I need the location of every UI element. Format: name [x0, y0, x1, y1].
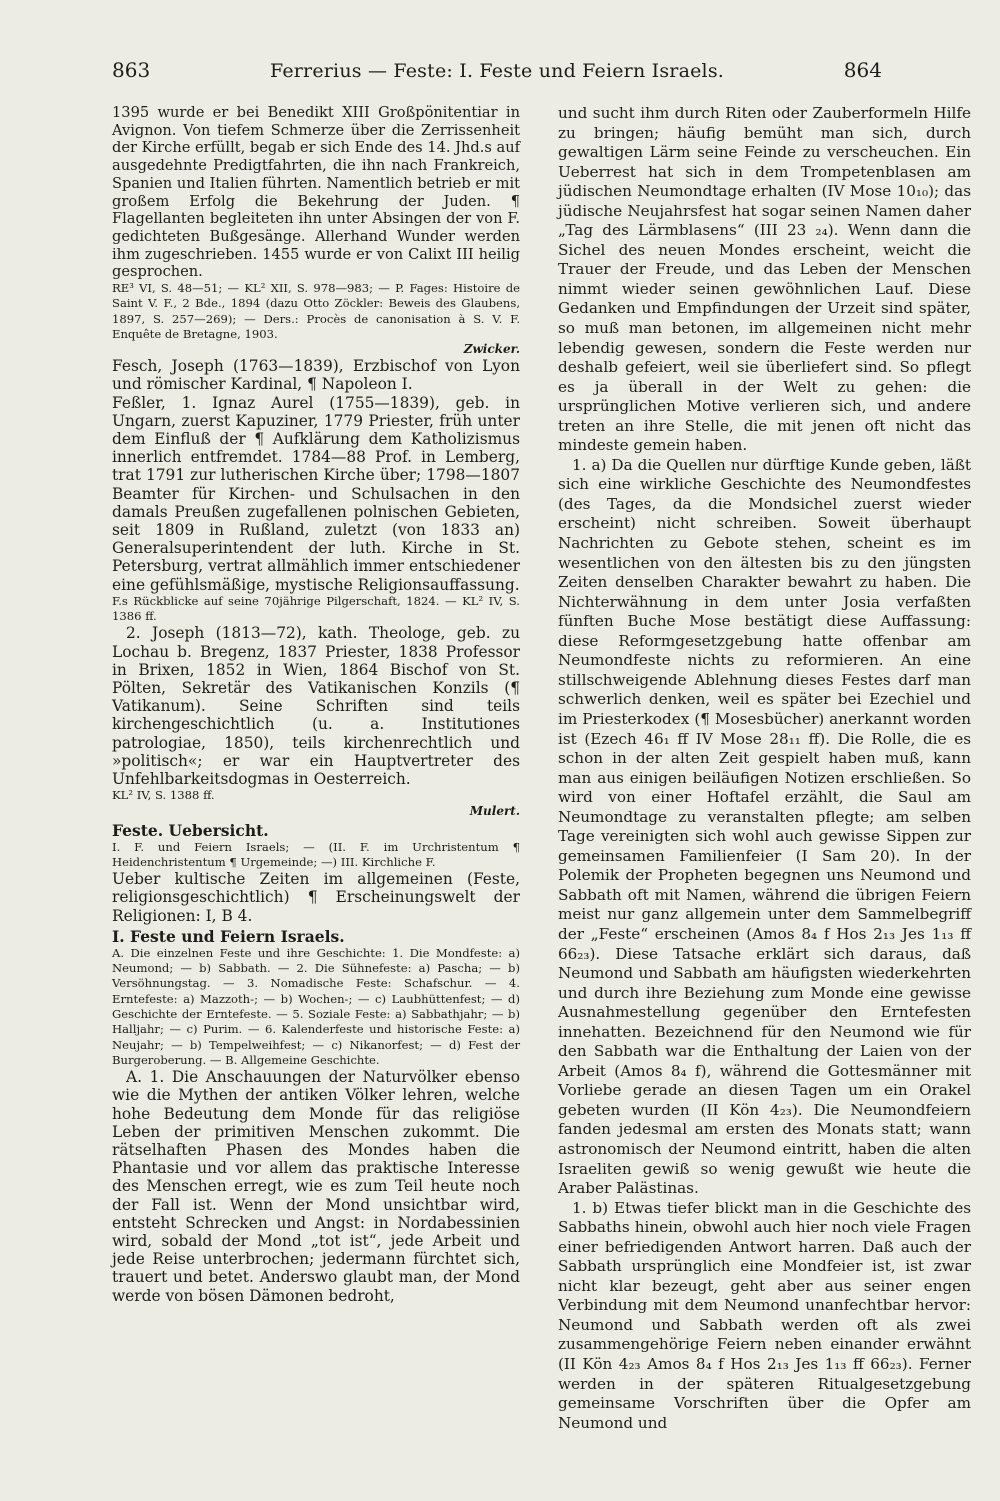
ferrerius-paragraph: 1395 wurde er bei Benedikt XIII Großpönitentiar in Avignon. Von tiefem Schmerze über die Zerrissenheit der Kirche erfüllt, begab er sich Ende des 14. Jhd.s auf ausgedehnte Predigtfahrten, die ihn nach Frankreich, Spanien und Italien führten. Namentlich betrieb er mit großem Erfolg die Bekehrung der Juden. ¶ Flagellanten begleiteten ihn unter Absingen der von F. gedichteten Bußgesänge. Allerhand Wunder werden ihm zugeschrieben. 1455 wurde er von Calixt III heilig gesprochen.	[112, 104, 520, 281]
section-a1-paragraph: A. 1. Die Anschauungen der Naturvölker ebenso wie die Mythen der antiken Völker lehren, welche hohe Bedeutung dem Monde für das religiöse Leben der primitiven Menschen zukommt. Die rätselhaften Phasen des Mondes haben die Phantasie und vor allem das praktische Interesse des Menschen erregt, wie es zum Teil heute noch der Fall ist. Wenn der Mond unsichtbar wird, entsteht Schrecken und Angst: in Nordabessinien wird, sobald der Mond „tot ist“, jede Arbeit und jede Reise unterbrochen; jedermann fürchtet sich, trauert und betet. Anderswo glaubt man, der Mond werde von bösen Dämonen bedroht,	[112, 1068, 520, 1305]
feste-heading: Feste. Uebersicht.	[112, 820, 269, 840]
page-number-right: 864	[843, 58, 882, 82]
fessler-2-entry: 2. Joseph (1813—72), kath. Theologe, geb. zu Lochau b. Bregenz, 1837 Priester, 1838 Professor in Brixen, 1852 in Wien, 1864 Bischof von St. Pölten, Sekretär des Vatikanischen Konzils (¶ Vatikanum). Seine Schriften sind teils kirchengeschichtlich (u. a. Institutiones patrologiae, 1850), teils kirchenrechtlich und »politisch«; er war ein Hauptvertreter des Unfehlbarkeitsdogmas in Oesterreich.	[112, 624, 520, 789]
running-title: Ferrerius — Feste: I. Feste und Feiern Israels.	[269, 60, 725, 82]
left-column	[112, 104, 520, 1305]
fessler-1-literature: F.s Rückblicke auf seine 70jährige Pilgerschaft, 1824. — KL² IV, S. 1386 ff.	[112, 593, 520, 624]
sabbath-paragraph: 1. b) Etwas tiefer blickt man in die Geschichte des Sabbaths hinein, obwohl auch hier noch viele Fragen einer befriedigenden Antwort harren. Daß auch der Sabbath ursprünglich eine Mondfeier ist, ist zwar nicht klar bezeugt, geht aber aus seiner engen Verbindung mit dem Neumond unanfechtbar hervor: Neumond und Sabbath werden oft als zwei zusammengehörige Feiern neben einander erwähnt (II Kön 4₂₃ Amos 8₄ f Hos 2₁₃ Jes 1₁₃ ff 66₂₃). Ferner werden in der späteren Ritualgesetzgebung gemeinsame Vorschriften über die Opfer am Neumond und	[558, 1198, 971, 1432]
page-header	[112, 58, 882, 92]
fessler-1-entry: Feßler, 1. Ignaz Aurel (1755—1839), geb. in Ungarn, zuerst Kapuziner, 1779 Priester, früh unter dem Einfluß der ¶ Aufklärung dem Katholizismus innerlich entfremdet. 1784—88 Prof. in Lemberg, trat 1791 zur lutherischen Kirche über; 1798—1807 Beamter für Kirchen- und Schulsachen in den damals Preußen zugefallenen polnischen Gebieten, seit 1809 in Rußland, zuletzt (von 1833 an) Generalsuperintendent der luth. Kirche in St. Petersburg, vertrat allmählich immer entschiedener eine gefühlsmäßige, mystische Religionsauffassung.	[112, 393, 520, 594]
right-column	[558, 104, 971, 1433]
feste-overview: I. F. und Feiern Israels; — (II. F. im Urchristentum ¶ Heidenchristentum ¶ Urgemeinde; —) III. Kirchliche F.	[112, 839, 520, 869]
page-number-left: 863	[112, 58, 151, 82]
ferrerius-literature: RE³ VI, S. 48—51; — KL² XII, S. 978—983; — P. Fages: Histoire de Saint V. F., 2 Bde., 1894 (dazu Otto Zöckler: Beweis des Glaubens, 1897, S. 257—269); — Ders.: Procès de canonisation à S. V. F. Enquête de Bretagne, 1903.	[112, 281, 520, 341]
mond-paragraph: und sucht ihm durch Riten oder Zauberformeln Hilfe zu bringen; häufig bemüht man sich, durch gewaltigen Lärm seine Feinde zu verscheuchen. Ein Ueberrest hat sich in dem Trompetenblasen am jüdischen Neumondtage erhalten (IV Mose 10₁₀); das jüdische Neujahrsfest hat sogar seinen Namen daher „Tag des Lärmblasens“ (III 23 ₂₄). Wenn dann die Sichel des neuen Mondes erscheint, weicht die Trauer der Freude, und das Leben der Menschen nimmt wieder seinen gewöhnlichen Lauf. Diese Gedanken und Empfindungen der Urzeit sind später, so muß man betonen, im allgemeinen nicht mehr lebendig gewesen, sondern die Feste werden nur deshalb gefeiert, weil sie überliefert sind. So pflegt es ja überall in der Welt zu gehen: die ursprünglichen Motive verlieren sich, und andere treten an ihre Stelle, die mit jenen oft nicht das mindeste gemein haben.	[558, 104, 971, 455]
fessler-2-author-signature: Mulert.	[469, 803, 520, 818]
section-outline: A. Die einzelnen Feste und ihre Geschichte: 1. Die Mondfeste: a) Neumond; — b) Sabbath. — 2. Die Sühnefeste: a) Pascha; — b) Versöhnungstag. — 3. Nomadische Feste: Schafschur. — 4. Erntefeste: a) Mazzoth-; — b) Wochen-; — c) Laubhüttenfest; — d) Geschichte der Erntefeste. — 5. Soziale Feste: a) Sabbathjahr; — b) Halljahr; — c) Purim. — 6. Kalenderfeste und historische Feste: a) Neujahr; — b) Tempelweihfest; — c) Nikanorfest; — d) Fest der Burgeroberung. — B. Allgemeine Geschichte.	[112, 945, 520, 1067]
fessler-2-literature: KL² IV, S. 1388 ff.	[112, 788, 215, 803]
feste-kultische-zeiten: Ueber kultische Zeiten im allgemeinen (Feste, religionsgeschichtlich) ¶ Erscheinungswelt der Religionen: I, B 4.	[112, 870, 520, 925]
ferrerius-author-signature: Zwicker.	[463, 342, 520, 357]
neumond-paragraph: 1. a) Da die Quellen nur dürftige Kunde geben, läßt sich eine wirkliche Geschichte des Neumondfestes (des Tages, da die Mondsichel zuerst wieder erscheint) nicht schreiben. Soweit überhaupt Nachrichten zu Gebote stehen, scheint es im wesentlichen von den ältesten bis zu den jüngsten Zeiten denselben Charakter bewahrt zu haben. Die Nichterwähnung in dem unter Josia verfaßten fünften Buche Mose bestätigt diese Auffassung: diese Reformgesetzgebung hatte offenbar am Neumondfeste nichts zu reformieren. An eine stillschweigende Ablehnung dieses Festes darf man schwerlich denken, weil es später bei Ezechiel und im Priesterkodex (¶ Mosesbücher) anerkannt worden ist (Ezech 46₁ ff IV Mose 28₁₁ ff). Die Rolle, die es schon in der alten Zeit gespielt haben muß, kann man aus einigen beiläufigen Notizen erschließen. So wird von einer Hoftafel erzählt, die Saul am Neumondtage zu veranstalten pflegte; am selben Tage vereinigten sich wohl auch gewisse Sippen zur gemeinsamen Familienfeier (I Sam 20). In der Polemik der Propheten begegnen uns Neumond und Sabbath oft mit Namen, während die übrigen Feiern meist nur ganz allgemein unter dem Sammelbegriff der „Feste“ erscheinen (Amos 8₄ f Hos 2₁₃ Jes 1₁₃ ff 66₂₃). Diese Tatsache erklärt sich daraus, daß Neumond und Sabbath am häufigsten wiederkehrten und durch ihre Beziehung zum Monde eine gewisse Ausnahmestellung gegenüber den Erntefesten innehatten. Bezeichnend für den Neumond wie für den Sabbath war die Enthaltung der Laien von der Arbeit (Amos 8₄ f), während die Gottesmänner mit Vorliebe gerade an diesen Tagen um ein Orakel gebeten wurden (II Kön 4₂₃). Die Neumondfeiern fanden jedesmal am ersten des Monats statt; wann astronomisch der Neumond eintritt, haben die alten Israeliten gewiß so wenig gewußt wie heute die Araber Palästinas.	[558, 455, 971, 1198]
fesch-entry: Fesch, Joseph (1763—1839), Erzbischof von Lyon und römischer Kardinal, ¶ Napoleon I.	[112, 357, 520, 394]
section-heading-feste-israels: I. Feste und Feiern Israels.	[112, 926, 345, 946]
